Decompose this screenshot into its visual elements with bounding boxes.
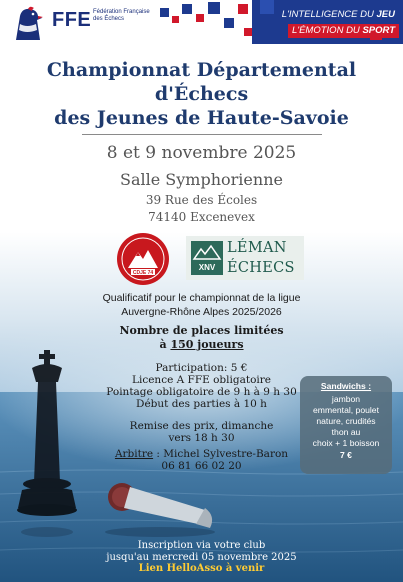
- places-line1: Nombre de places limitées: [119, 324, 284, 337]
- ffe-subtitle: Fédération Française des Échecs: [93, 9, 150, 22]
- qualification-text: [0, 291, 403, 319]
- ffe-slogan: [278, 8, 399, 38]
- registration-info: [0, 540, 403, 564]
- xnv-label: XNV: [198, 263, 216, 272]
- helloasso-link[interactable]: Lien HelloAsso à venir: [138, 563, 265, 574]
- check-in-time: Pointage obligatoire de 9 h à 9 h 30: [106, 386, 297, 398]
- registration-line1: Inscription via votre club: [137, 540, 266, 551]
- arbiter-name: Arbitre : Michel Sylvestre-Baron: [114, 448, 289, 460]
- xnv-mountains-icon: [191, 241, 223, 263]
- xnv-mark-icon: [191, 241, 223, 275]
- title-line3: des Jeunes de Haute-Savoie: [54, 107, 349, 129]
- leman-echecs-wordmark: [227, 238, 295, 278]
- slogan-line2: L'ÉMOTION DU SPORT: [288, 24, 399, 38]
- event-venue: Salle Symphorienne: [120, 170, 283, 189]
- leman-line2: ÉCHECS: [227, 260, 295, 276]
- licence-requirement: Licence A FFE obligatoire: [132, 374, 271, 386]
- ffe-wordmark: FFE: [52, 9, 92, 31]
- ffe-rooster-logo: [10, 6, 48, 42]
- prizes-line1: Remise des prix, dimanche: [129, 420, 274, 432]
- sandwich-menu: jambon emmental, poulet nature, crudités thon au choix + 1 boisson: [312, 394, 380, 448]
- sandwich-box: [300, 376, 392, 474]
- places-line2: à 150 joueurs: [159, 338, 244, 351]
- prizes-line2: vers 18 h 30: [168, 432, 235, 444]
- arbiter-phone: 06 81 66 02 20: [161, 460, 242, 472]
- cdje-label: CDJE 74: [132, 270, 154, 276]
- qualification-line2: Auvergne-Rhône Alpes 2025/2026: [121, 306, 282, 318]
- title-line2: d'Échecs: [154, 83, 249, 105]
- venue-street: 39 Rue des Écoles: [145, 193, 258, 207]
- slogan-line1: L'INTELLIGENCE DU JEU: [278, 8, 399, 22]
- sandwich-price: 7 €: [340, 450, 352, 460]
- qualification-line1: Qualificatif pour le championnat de la ligue: [102, 292, 301, 304]
- places-limit: [0, 324, 403, 352]
- venue-city: 74140 Excenevex: [148, 210, 255, 224]
- leman-echecs-logo: [186, 236, 304, 280]
- registration-deadline: jusqu'au mercredi 05 novembre 2025: [106, 552, 297, 563]
- event-date: 8 et 9 novembre 2025: [106, 143, 297, 163]
- start-time: Début des parties à 10 h: [136, 398, 267, 410]
- leman-line1: LÉMAN: [227, 240, 287, 256]
- poster-title: [20, 58, 383, 130]
- title-divider: [82, 134, 322, 135]
- cdje74-logo: [116, 232, 170, 286]
- title-line1: Championnat Départemental: [46, 59, 357, 81]
- sandwich-heading: Sandwichs :: [320, 381, 372, 391]
- participation-fee: Participation: 5 €: [155, 362, 248, 374]
- arbiter-label: Arbitre: [114, 448, 154, 460]
- places-count: 150 joueurs: [170, 338, 244, 351]
